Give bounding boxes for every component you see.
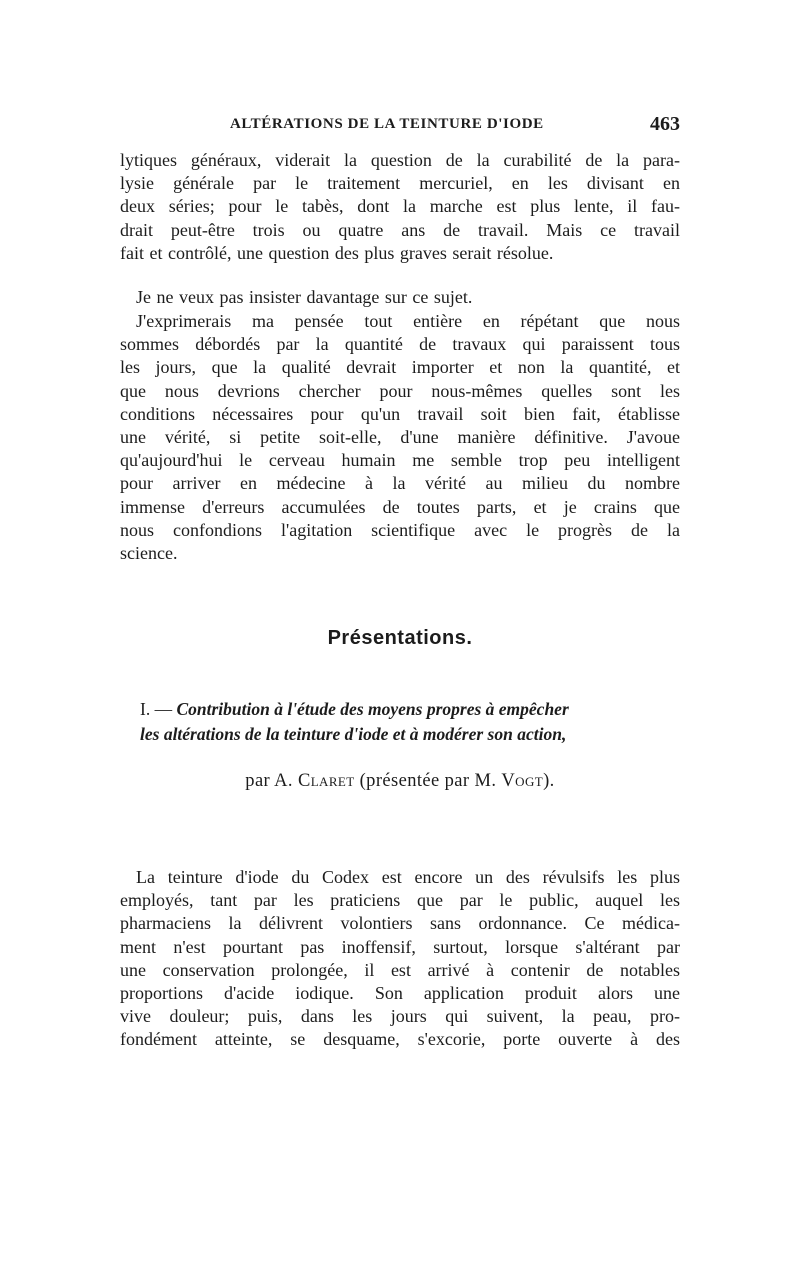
text-line: fait et contrôlé, une question des plus graves serait résolue. <box>120 242 554 263</box>
text-line: employés, tant par les praticiens que par le public, auquel les <box>120 890 680 911</box>
running-head-title: ALTÉRATIONS DE LA TEINTURE D'IODE <box>230 116 544 132</box>
text-line: lysie générale par le traitement mercuriel, en les divisant en <box>120 173 680 194</box>
page-number: 463 <box>650 113 680 135</box>
text-line: une conservation prolongée, il est arrivé à contenir de notables <box>120 959 680 980</box>
section-heading: Présentations. <box>327 627 473 649</box>
text-line: une vérité, si petite soit-elle, d'une manière définitive. J'avoue <box>120 427 680 448</box>
text-line: pharmaciens la délivrent volontiers sans ordonnance. Ce médica- <box>120 913 680 934</box>
article-title <box>140 697 680 747</box>
byline-suffix: ). <box>543 771 555 791</box>
byline-prefix: par A. <box>245 771 293 791</box>
text-line: ment n'est pourtant pas inoffensif, surtout, lorsque s'altérant par <box>120 936 680 957</box>
article-number: I. — <box>140 699 173 719</box>
text-line: drait peut-être trois ou quatre ans de travail. Mais ce travail <box>120 219 680 240</box>
presenter-name: Vogt <box>501 771 544 791</box>
text-line: fondément atteinte, se desquame, s'excorie, porte ouverte à des <box>120 1029 680 1050</box>
article-title-line-2: les altérations de la teinture d'iode et à modérer son action, <box>140 724 567 744</box>
text-line: que nous devrions chercher pour nous-mêmes quelles sont les <box>120 380 680 401</box>
paragraph-1 <box>120 149 680 265</box>
text-line: les jours, que la qualité devrait importer et non la quantité, et <box>120 357 680 378</box>
text-line: La teinture d'iode du Codex est encore un des révulsifs les plus <box>136 867 680 887</box>
byline-middle: (présentée par M. <box>359 771 497 791</box>
text-line: Je ne veux pas insister davantage sur ce sujet. <box>136 287 473 307</box>
text-line: science. <box>120 543 178 564</box>
text-line: qu'aujourd'hui le cerveau humain me semble trop peu intelligent <box>120 450 680 471</box>
paragraph-3 <box>120 310 680 565</box>
text-line: lytiques généraux, viderait la question de la curabilité de la para- <box>120 150 680 170</box>
text-line: immense d'erreurs accumulées de toutes parts, et je crains que <box>120 496 680 517</box>
text-line: deux séries; pour le tabès, dont la marche est plus lente, il fau- <box>120 196 680 217</box>
author-name: Claret <box>297 771 355 791</box>
text-line: conditions nécessaires pour qu'un travail soit bien fait, établisse <box>120 403 680 424</box>
text-line: vive douleur; puis, dans les jours qui suivent, la peau, pro- <box>120 1006 680 1027</box>
text-line: J'exprimerais ma pensée tout entière en répétant que nous <box>136 311 680 331</box>
text-line: pour arriver en médecine à la vérité au milieu du nombre <box>120 473 680 494</box>
text-line: nous confondions l'agitation scientifique avec le progrès de la <box>120 519 680 540</box>
running-head <box>120 113 680 140</box>
paragraph-2 <box>120 286 680 309</box>
paragraph-4 <box>120 866 680 1052</box>
byline <box>0 771 800 792</box>
text-line: sommes débordés par la quantité de travaux qui paraissent tous <box>120 334 680 355</box>
article-title-line-1: Contribution à l'étude des moyens propres à empêcher <box>176 699 569 719</box>
text-line: proportions d'acide iodique. Son application produit alors une <box>120 983 680 1004</box>
